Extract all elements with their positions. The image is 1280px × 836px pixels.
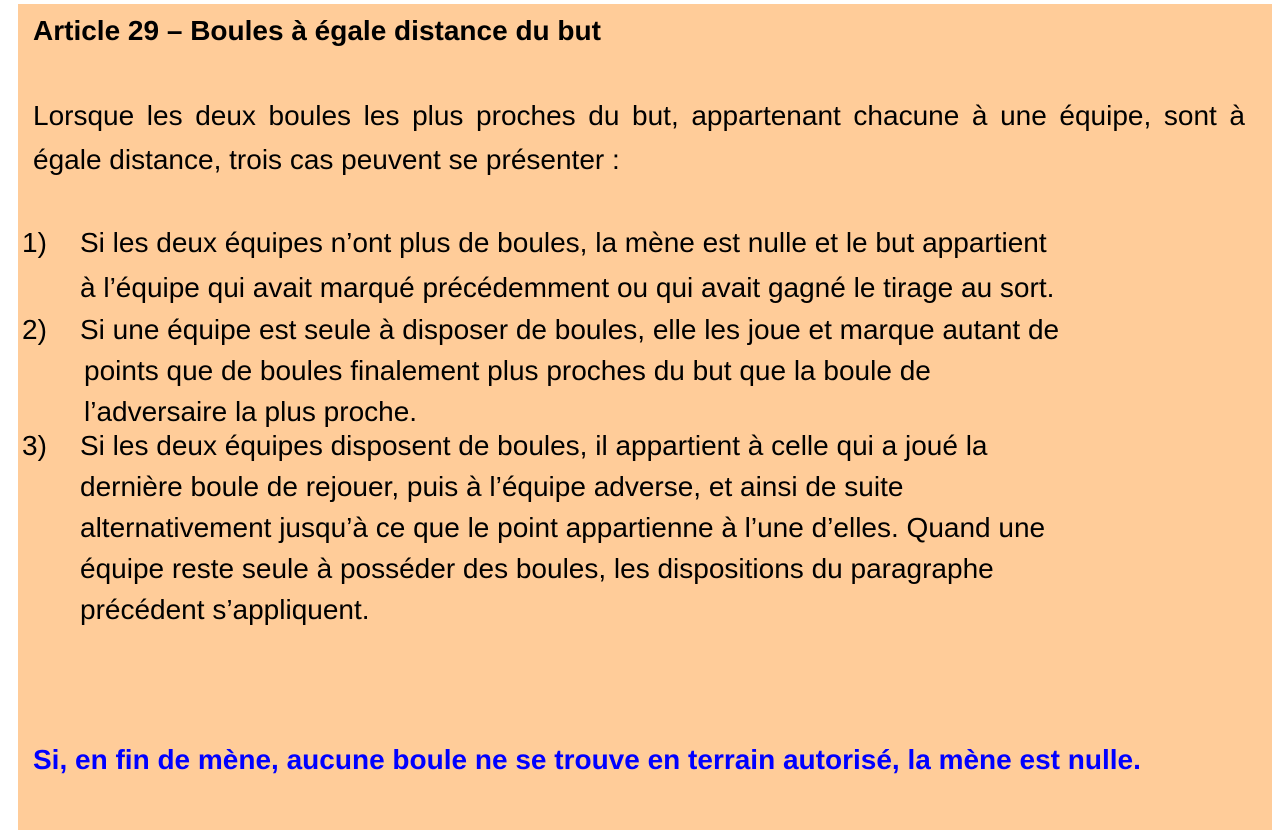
case-line: équipe reste seule à posséder des boules, les dispositions du paragraphe (80, 553, 994, 584)
case-number: 2) (22, 314, 47, 345)
case-line: Si les deux équipes disposent de boules, il appartient à celle qui a joué la (80, 430, 988, 461)
case-line: l’adversaire la plus proche. (84, 396, 418, 427)
article-panel (18, 4, 1272, 830)
case-line: dernière boule de rejouer, puis à l’équipe adverse, et ainsi de suite (80, 471, 904, 502)
article-intro: Lorsque les deux boules les plus proches du but, appartenant chacune à une équipe, sont à égale distance, trois cas peuvent se présenter : (33, 100, 1245, 175)
case-line: Si les deux équipes n’ont plus de boules, la mène est nulle et le but appartient (80, 227, 1047, 258)
case-line: alternativement jusqu’à ce que le point appartienne à l’une d’elles. Quand une (80, 512, 1046, 543)
case-line: Si une équipe est seule à disposer de boules, elle les joue et marque autant de (80, 314, 1060, 345)
article-title: Article 29 – Boules à égale distance du but (33, 15, 601, 46)
case-number: 1) (22, 227, 47, 258)
article-footer-note: Si, en fin de mène, aucune boule ne se trouve en terrain autorisé, la mène est nulle. (33, 744, 1141, 775)
case-line: points que de boules finalement plus proches du but que la boule de (84, 355, 931, 386)
case-line: précédent s’appliquent. (80, 594, 370, 625)
case-number: 3) (22, 430, 47, 461)
case-line: à l’équipe qui avait marqué précédemment ou qui avait gagné le tirage au sort. (80, 272, 1055, 303)
